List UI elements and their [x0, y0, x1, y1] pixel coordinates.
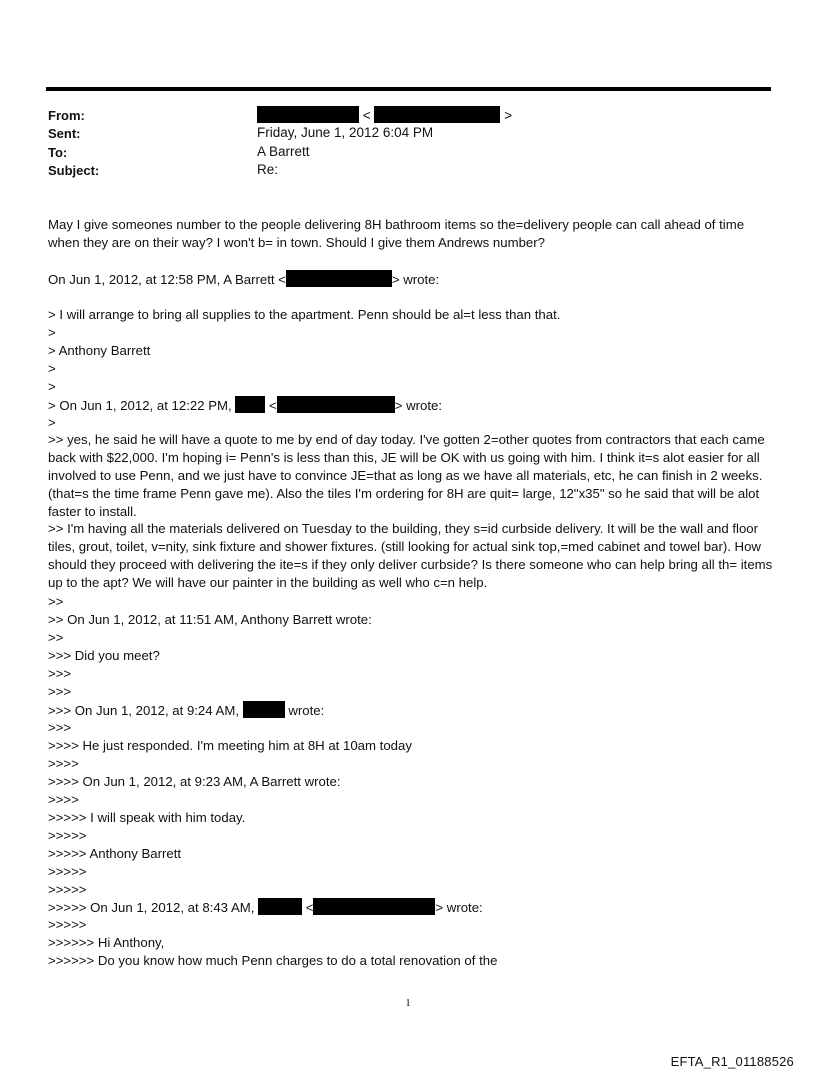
quote-line: > Anthony Barrett — [48, 343, 151, 358]
header-rule — [46, 87, 771, 91]
quote-line: >> On Jun 1, 2012, at 11:51 AM, Anthony Barrett wrote: — [48, 612, 372, 627]
quote-line: >>>>> — [48, 828, 87, 843]
quote-header-text: On Jun 1, 2012, at 12:58 PM, A Barrett < — [48, 272, 286, 287]
quote-header-text: > wrote: — [394, 398, 442, 413]
quote-header — [48, 270, 439, 289]
quote-line: >>> — [48, 720, 72, 735]
redaction-box — [257, 106, 359, 123]
body-paragraph: May I give someones number to the people delivering 8H bathroom items so the=delivery people can call ahead of time when they are on their way? I won't b= in town. Should I give them Andrews number? — [48, 217, 745, 250]
quote-header-text: > wrote: — [435, 900, 483, 915]
quote-header-text: >>>>> On Jun 1, 2012, at 8:43 AM, — [48, 900, 255, 915]
redaction-box — [286, 270, 392, 287]
quote-line: >>>> He just responded. I'm meeting him at 8H at 10am today — [48, 738, 412, 753]
from-value — [257, 106, 512, 123]
quote-line: >>> Did you meet? — [48, 648, 160, 663]
quote-line: >> — [48, 630, 64, 645]
sent-label: Sent: — [48, 126, 81, 141]
redaction-box — [235, 396, 265, 413]
subject-label: Subject: — [48, 163, 100, 178]
quote-line: >>>> — [48, 792, 79, 807]
subject-value: Re: — [257, 162, 279, 177]
quote-line: >>> — [48, 684, 72, 699]
quote-line: >>>>>> Hi Anthony, — [48, 935, 165, 950]
sent-value: Friday, June 1, 2012 6:04 PM — [257, 125, 434, 140]
quote-header — [48, 396, 442, 415]
quote-line: >> — [48, 594, 64, 609]
quote-line: >>> — [48, 666, 72, 681]
quote-header-text: wrote: — [288, 703, 325, 718]
to-value: A Barrett — [257, 144, 310, 159]
from-label: From: — [48, 108, 85, 123]
page-number: 1 — [405, 997, 411, 1009]
quote-paragraph: >> I'm having all the materials delivered on Tuesday to the building, they s=id curbside delivery. It will be the wall and floor tiles, grout, toilet, v=nity, sink fixture and shower fixtures. (still looking for actual sink top,=med cabinet and towel bar). How should they proceed with delivering the ite=s if they only deliver curbside? Is there someone who can help bring all th= items up to the apt? We will have our painter in the building as well who c=n help. — [48, 521, 773, 590]
quote-line: >>>>> I will speak with him today. — [48, 810, 246, 825]
quote-line: >>>> On Jun 1, 2012, at 9:23 AM, A Barrett wrote: — [48, 774, 341, 789]
quote-paragraph: >> yes, he said he will have a quote to me by end of day today. I've gotten 2=other quotes from contractors that each came back with $22,000. I'm hoping i= Penn's is less than this, JE will be OK with us going with him. I think it=s alot easier for all involved to use Penn, and we just have to convince JE=that as long as we have all materials, etc, he can finish in 2 weeks. (that=s the time frame Penn gave me). Also the tiles I'm ordering for 8H are quit= large, 12"x35" so he said that will be alot faster to install. — [48, 432, 765, 519]
quote-line: > I will arrange to bring all supplies to the apartment. Penn should be al=t less than that. — [48, 307, 561, 322]
quote-line: > — [48, 361, 56, 376]
quote-header-text: < — [305, 900, 314, 915]
quote-header-text: >>> On Jun 1, 2012, at 9:24 AM, — [48, 703, 239, 718]
quote-header — [48, 898, 483, 917]
redaction-box — [374, 106, 500, 123]
quote-line: >>>>> — [48, 864, 87, 879]
from-gt: > — [504, 108, 513, 123]
quote-header-text: > On Jun 1, 2012, at 12:22 PM, — [48, 398, 232, 413]
quote-line: >>>> — [48, 756, 79, 771]
redaction-box — [313, 898, 435, 915]
redaction-box — [258, 898, 302, 915]
quote-header-text: < — [269, 398, 277, 413]
from-lt: < — [362, 108, 371, 123]
quote-line: >>>>> — [48, 917, 87, 932]
quote-line: > — [48, 325, 56, 340]
quote-line: > — [48, 379, 56, 394]
redaction-box — [243, 701, 285, 718]
quote-line: >>>>> — [48, 882, 87, 897]
quote-line: >>>>> Anthony Barrett — [48, 846, 182, 861]
to-label: To: — [48, 145, 68, 160]
quote-line: > — [48, 415, 56, 430]
redaction-box — [277, 396, 395, 413]
quote-header-text: > wrote: — [391, 272, 440, 287]
quote-line: >>>>>> Do you know how much Penn charges to do a total renovation of the — [48, 953, 498, 968]
document-id: EFTA_R1_01188526 — [670, 1054, 794, 1069]
quote-header — [48, 701, 324, 720]
